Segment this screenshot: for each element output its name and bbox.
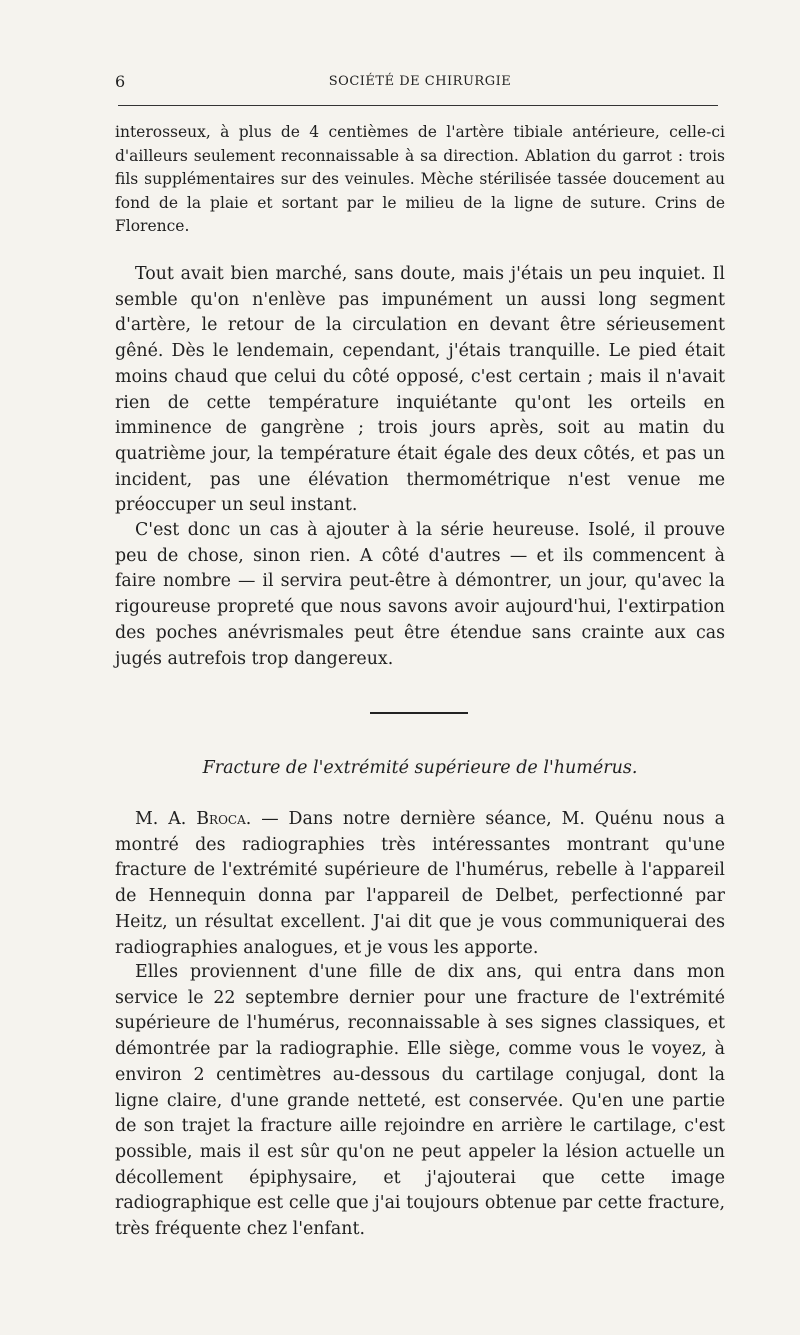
paragraph-1-block: [115, 121, 725, 239]
paragraph-4-block: [115, 807, 725, 961]
paragraph-5-block: [115, 960, 725, 1243]
speaker-name: M. A. Broca.: [135, 809, 252, 829]
paragraph-3: C'est donc un cas à ajouter à la série heureuse. Isolé, il prouve peu de chose, sinon rien. A côté d'autres — et ils commencent à faire nombre — il servira peut-être à démontrer, un jour, qu'avec la rigoureuse propreté que nous savons avoir aujourd'hui, l'extirpation des poches anévrismales peut être étendue sans crainte aux cas jugés autrefois trop dangereux.: [115, 520, 725, 669]
header-rule: [118, 105, 718, 106]
section-title: Fracture de l'extrémité supérieure de l'humérus.: [202, 758, 638, 778]
page-number: 6: [115, 72, 126, 91]
paragraph-3-block: [115, 518, 725, 672]
running-title: SOCIÉTÉ DE CHIRURGIE: [328, 74, 512, 89]
paragraph-4: [115, 807, 725, 961]
paragraph-2: Tout avait bien marché, sans doute, mais j'étais un peu inquiet. Il semble qu'on n'enlève pas impunément un aussi long segment d'artère, le retour de la circulation en devant être sérieusement gêné. Dès le lendemain, cependant, j'étais tranquille. Le pied était moins chaud que celui du côté opposé, c'est certain ; mais il n'avait rien de cette température inquiétante qu'ont les orteils en imminence de gangrène ; trois jours après, soit au matin du quatrième jour, la température était égale des deux côtés, et pas un incident, pas une élévation thermométrique n'est venue me préoccuper un seul instant.: [115, 264, 725, 516]
page-header: [115, 72, 725, 96]
paragraph-5: Elles proviennent d'une fille de dix ans, qui entra dans mon service le 22 septembre dernier pour une fracture de l'extrémité supérieure de l'humérus, reconnaissable à ses signes classiques, et démontrée par la radiographie. Elle siège, comme vous le voyez, à environ 2 centimètres au-dessous du cartilage conjugal, dont la ligne claire, d'une grande netteté, est conservée. Qu'en une partie de son trajet la fracture aille rejoindre en arrière le cartilage, c'est possible, mais il est sûr qu'on ne peut appeler la lésion actuelle un décollement épiphysaire, et j'ajouterai que cette image radiographique est celle que j'ai toujours obtenue par cette fracture, très fréquente chez l'enfant.: [115, 962, 725, 1240]
section-separator: [370, 712, 468, 714]
paragraph-4-text: — Dans notre dernière séance, M. Quénu nous a montré des radiographies très intéressantes montrant qu'une fracture de l'extrémité supérieure de l'humérus, rebelle à l'appareil de Hennequin donna par l'appareil de Delbet, perfectionné par Heitz, un résultat excellent. J'ai dit que je vous communiquerai des radiographies analogues, et je vous les apporte.: [115, 809, 725, 958]
paragraph-2-block: [115, 262, 725, 519]
paragraph-1: interosseux, à plus de 4 centièmes de l'artère tibiale antérieure, celle-ci d'ailleurs seulement reconnaissable à sa direction. Ablation du garrot : trois fils supplémentaires sur des veinules. Mèche stérilisée tassée doucement au fond de la plaie et sortant par le milieu de la ligne de suture. Crins de Florence.: [115, 123, 725, 236]
